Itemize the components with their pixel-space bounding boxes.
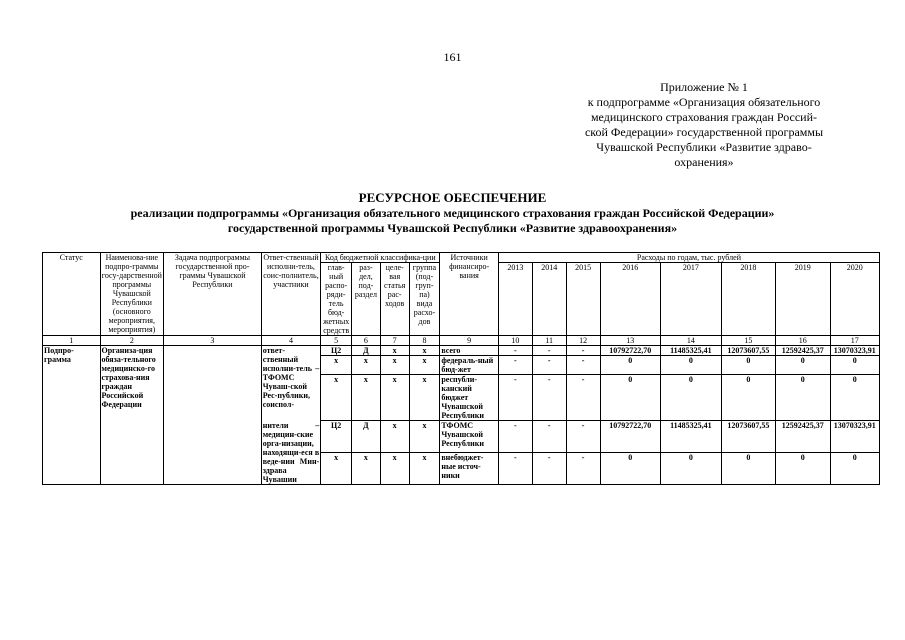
column-number: 1 xyxy=(43,336,101,346)
code-cell: х xyxy=(409,375,440,421)
code-cell: х xyxy=(380,375,409,421)
value-cell: 12592425,37 xyxy=(776,346,830,356)
program-name-cell: Организа-ция обяза-тельного медицинско-го страхова-ния граждан Российской Федерации xyxy=(100,346,164,485)
column-number: 7 xyxy=(380,336,409,346)
appendix-line: ской Федерации» государственной программы xyxy=(584,125,824,139)
value-cell: 0 xyxy=(776,375,830,421)
value-cell: 0 xyxy=(830,452,880,484)
column-number: 13 xyxy=(600,336,661,346)
table-row xyxy=(43,346,880,356)
source-cell: федераль-ный бюд-жет xyxy=(440,356,499,375)
header-name: Наименова-ние подпро-граммы госу-дарственной программы Чувашской Республики (основного мероприятия, мероприятия) xyxy=(101,253,162,334)
value-cell: 0 xyxy=(721,375,775,421)
header-status: Статус xyxy=(43,253,101,336)
appendix-line: Приложение № 1 xyxy=(660,80,748,94)
header-task: Задача подпрограммы государственной про-граммы Чувашской Республики xyxy=(164,253,262,336)
column-number: 14 xyxy=(661,336,722,346)
header-sources: Источники финансиро-вания xyxy=(440,253,499,336)
appendix-line: охранения» xyxy=(674,155,734,169)
header-code-gr: глав-ный распо-ряди-тель бюд-жетных средств xyxy=(321,263,352,336)
column-number: 16 xyxy=(776,336,830,346)
code-cell: Д xyxy=(352,346,381,356)
source-cell: внебюджет-ные источ-ники xyxy=(440,452,499,484)
code-cell: х xyxy=(380,346,409,356)
code-cell: х xyxy=(380,421,409,453)
value-cell: 13070323,91 xyxy=(830,421,880,453)
header-year: 2017 xyxy=(661,263,722,336)
value-cell: 11485325,41 xyxy=(661,346,722,356)
title-subtitle-line1: реализации подпрограммы «Организация обязательного медицинского страхования граждан Российской Федерации» xyxy=(130,206,775,220)
column-number: 9 xyxy=(440,336,499,346)
value-cell: 0 xyxy=(721,452,775,484)
header-year: 2020 xyxy=(830,263,880,336)
value-cell: - xyxy=(566,452,600,484)
code-cell: х xyxy=(380,452,409,484)
code-cell: Ц2 xyxy=(321,346,352,356)
code-cell: х xyxy=(321,375,352,421)
header-code-cs: целе-вая статья рас-ходов xyxy=(380,263,409,336)
value-cell: - xyxy=(532,452,566,484)
value-cell: 12073607,55 xyxy=(721,346,775,356)
appendix-line: медицинского страхования граждан Россий- xyxy=(590,110,818,124)
column-number: 3 xyxy=(164,336,262,346)
header-budget-code: Код бюджетной классифика-ции xyxy=(321,253,440,263)
value-cell: 0 xyxy=(600,375,661,421)
value-cell: 12073607,55 xyxy=(721,421,775,453)
task-cell xyxy=(164,346,262,485)
header-responsible: Ответ-ственный исполни-тель, соис-полнитель, участники xyxy=(261,253,321,336)
column-number: 15 xyxy=(721,336,775,346)
value-cell: 0 xyxy=(600,452,661,484)
column-number: 6 xyxy=(352,336,381,346)
value-cell: - xyxy=(566,421,600,453)
column-number: 5 xyxy=(321,336,352,346)
code-cell: х xyxy=(409,452,440,484)
value-cell: 0 xyxy=(776,452,830,484)
value-cell: - xyxy=(566,356,600,375)
header-year: 2019 xyxy=(776,263,830,336)
resource-table xyxy=(42,252,880,485)
value-cell: - xyxy=(566,375,600,421)
value-cell: - xyxy=(532,375,566,421)
value-cell: - xyxy=(498,452,532,484)
code-cell: х xyxy=(352,452,381,484)
column-number-row xyxy=(43,336,880,346)
code-cell: х xyxy=(352,375,381,421)
value-cell: 0 xyxy=(661,452,722,484)
column-number: 10 xyxy=(498,336,532,346)
value-cell: - xyxy=(498,375,532,421)
value-cell: - xyxy=(532,356,566,375)
document-title xyxy=(0,190,905,236)
code-cell: х xyxy=(409,356,440,375)
code-cell: х xyxy=(352,356,381,375)
value-cell: 11485325,41 xyxy=(661,421,722,453)
value-cell: 0 xyxy=(830,375,880,421)
header-code-rz: раз-дел, под-раздел xyxy=(352,263,381,336)
code-cell: х xyxy=(380,356,409,375)
code-cell: Ц2 xyxy=(321,421,352,453)
value-cell: 0 xyxy=(830,356,880,375)
column-number: 12 xyxy=(566,336,600,346)
header-year: 2018 xyxy=(721,263,775,336)
column-number: 4 xyxy=(261,336,321,346)
source-cell: ТФОМС Чувашской Республики xyxy=(440,421,499,453)
value-cell: 12592425,37 xyxy=(776,421,830,453)
appendix-line: к подпрограмме «Организация обязательного xyxy=(587,95,821,109)
column-number: 17 xyxy=(830,336,880,346)
column-number: 8 xyxy=(409,336,440,346)
value-cell: - xyxy=(566,346,600,356)
value-cell: 0 xyxy=(661,375,722,421)
code-cell: х xyxy=(409,421,440,453)
code-cell: х xyxy=(321,452,352,484)
page-number: 161 xyxy=(443,50,462,64)
value-cell: - xyxy=(532,346,566,356)
status-cell: Подпро-грамма xyxy=(43,346,101,485)
title-subtitle-line2: государственной программы Чувашской Республики «Развитие здравоохранения» xyxy=(227,221,678,235)
title-main: РЕСУРСНОЕ ОБЕСПЕЧЕНИЕ xyxy=(358,190,547,205)
code-cell: х xyxy=(321,356,352,375)
responsible-cell: ответ-ственный исполни-тель – ТФОМС Чуваш-ской Рес-публики, соиспол- xyxy=(261,346,321,421)
code-cell: х xyxy=(409,346,440,356)
header-year: 2015 xyxy=(566,263,600,336)
column-number: 11 xyxy=(532,336,566,346)
source-cell: всего xyxy=(440,346,499,356)
value-cell: 0 xyxy=(661,356,722,375)
code-cell: Д xyxy=(352,421,381,453)
header-year: 2013 xyxy=(498,263,532,336)
header-year: 2016 xyxy=(600,263,661,336)
value-cell: 10792722,70 xyxy=(600,421,661,453)
value-cell: - xyxy=(532,421,566,453)
value-cell: - xyxy=(498,421,532,453)
source-cell: республи-канский бюджет Чувашской Республики xyxy=(440,375,499,421)
header-year: 2014 xyxy=(532,263,566,336)
value-cell: 0 xyxy=(721,356,775,375)
value-cell: 0 xyxy=(600,356,661,375)
header-expenses: Расходы по годам, тыс. рублей xyxy=(498,253,879,263)
appendix-line: Чувашской Республики «Развитие здраво- xyxy=(596,140,812,154)
value-cell: 13070323,91 xyxy=(830,346,880,356)
appendix-note xyxy=(548,80,860,170)
header-code-vr: группа (под-груп-па) вида расхо-дов xyxy=(409,263,440,336)
value-cell: 10792722,70 xyxy=(600,346,661,356)
value-cell: - xyxy=(498,356,532,375)
value-cell: 0 xyxy=(776,356,830,375)
value-cell: - xyxy=(498,346,532,356)
column-number: 2 xyxy=(100,336,164,346)
responsible-cell-continued: нители – медицин-ские орга-низации, находящи-еся в веде-нии Мин-здрава Чувашии xyxy=(262,420,320,484)
